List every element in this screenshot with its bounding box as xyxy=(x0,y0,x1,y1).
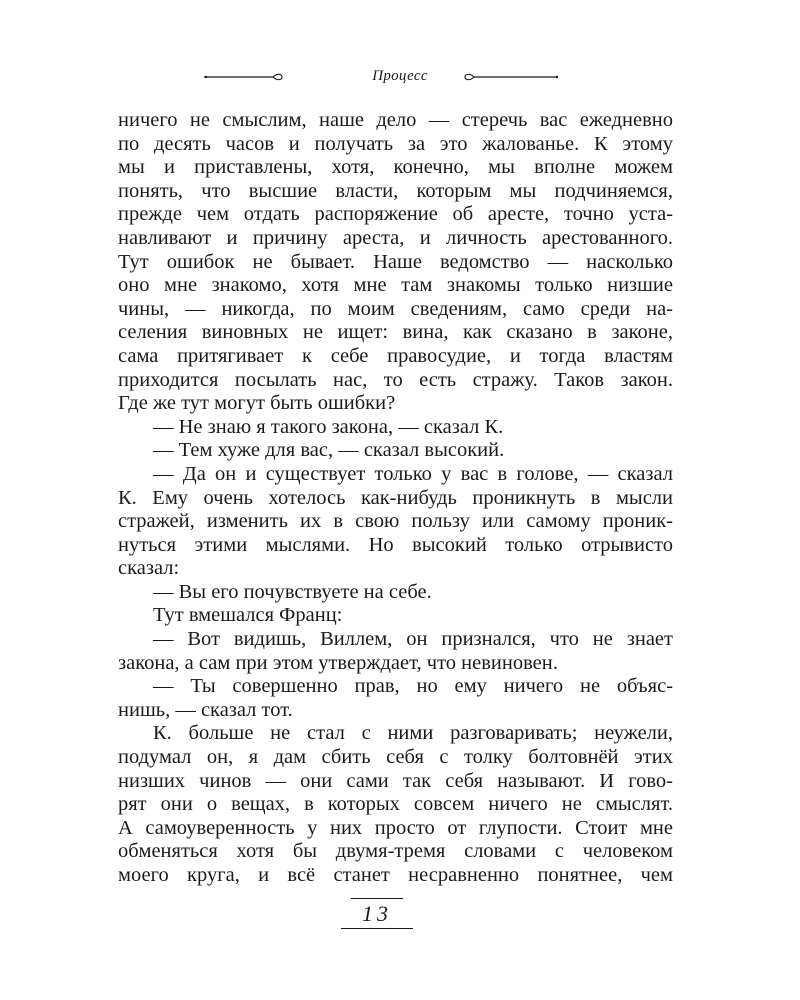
running-header xyxy=(0,66,800,90)
dialogue-line: — Вот видишь, Виллем, он признался, что не знает xyxy=(153,628,673,651)
text-line: сама притягивает к себе правосудие, и тогда властям xyxy=(118,344,673,367)
text-line: чины, — никогда, по моим сведениям, само среди на- xyxy=(118,297,673,320)
text-line: прежде чем отдать распоряжение об аресте, точно уста- xyxy=(118,203,673,226)
right-ornament-icon xyxy=(462,69,560,85)
dialogue-line: — Вы его почувствуете на себе. xyxy=(153,580,432,603)
text-line: рят они о вещах, в которых совсем ничего не смыслят. xyxy=(118,793,673,816)
folio-rule-top xyxy=(351,898,403,899)
text-line: стражей, изменить их в свою пользу или самому проник- xyxy=(118,510,673,533)
text-line: К. Ему очень хотелось как-нибудь проникнуть в мысли xyxy=(118,486,673,509)
text-line: Где же тут могут быть ошибки? xyxy=(118,392,396,415)
text-line: мы и приставлены, хотя, конечно, мы вполне можем xyxy=(118,156,673,179)
text-line: понять, что высшие власти, которым мы подчиняемся, xyxy=(118,179,673,202)
text-line: селения виновных не ищет: вина, как сказано в законе, xyxy=(118,321,673,344)
paragraph-first-line: К. больше не стал с ними разговаривать; неужели, xyxy=(153,722,673,745)
text-line: ничего не смыслим, наше дело — стеречь вас ежедневно xyxy=(118,109,673,131)
folio-rule-bottom xyxy=(341,928,413,929)
text-line: моего круга, и всё станет несравненно понятнее, чем xyxy=(118,864,673,886)
dialogue-line: — Ты совершенно прав, но ему ничего не объяс- xyxy=(153,675,673,698)
text-line: приходится посылать нас, то есть стражу. Таков закон. xyxy=(118,368,673,391)
text-line: навливают и причину ареста, и личность арестованного. xyxy=(118,226,673,249)
dialogue-line: — Тем хуже для вас, — сказал высокий. xyxy=(153,439,505,462)
page-number: 13 xyxy=(362,901,392,926)
running-title: Процесс xyxy=(372,68,428,84)
text-line: сказал: xyxy=(118,557,180,580)
text-line: нишь, — сказал тот. xyxy=(118,698,293,721)
paragraph-first-line: Тут вмешался Франц: xyxy=(153,604,343,627)
text-line: обменяться хотя бы двумя-тремя словами с человеком xyxy=(118,840,673,863)
text-line: нуться этими мыслями. Но высокий только отрывисто xyxy=(118,533,673,556)
dialogue-line: — Да он и существует только у вас в голове, — сказал xyxy=(153,462,673,485)
text-line: оно мне знакомо, хотя мне там знакомы только низшие xyxy=(118,274,673,297)
text-line: низших чинов — они сами так себя называют. И гово- xyxy=(118,769,673,792)
text-line: А самоуверенность у них просто от глупости. Стоит мне xyxy=(118,816,673,839)
text-line: подумал он, я дам сбить себя с толку болтовнёй этих xyxy=(118,746,673,769)
text-line: закона, а сам при этом утверждает, что невиновен. xyxy=(118,651,558,674)
page-footer xyxy=(341,893,413,937)
body-text xyxy=(118,109,673,888)
dialogue-line: — Не знаю я такого закона, — сказал К. xyxy=(153,415,504,438)
text-line: Тут ошибок не бывает. Наше ведомство — насколько xyxy=(118,250,673,273)
text-line: по десять часов и получать за это жалованье. К этому xyxy=(118,132,673,155)
